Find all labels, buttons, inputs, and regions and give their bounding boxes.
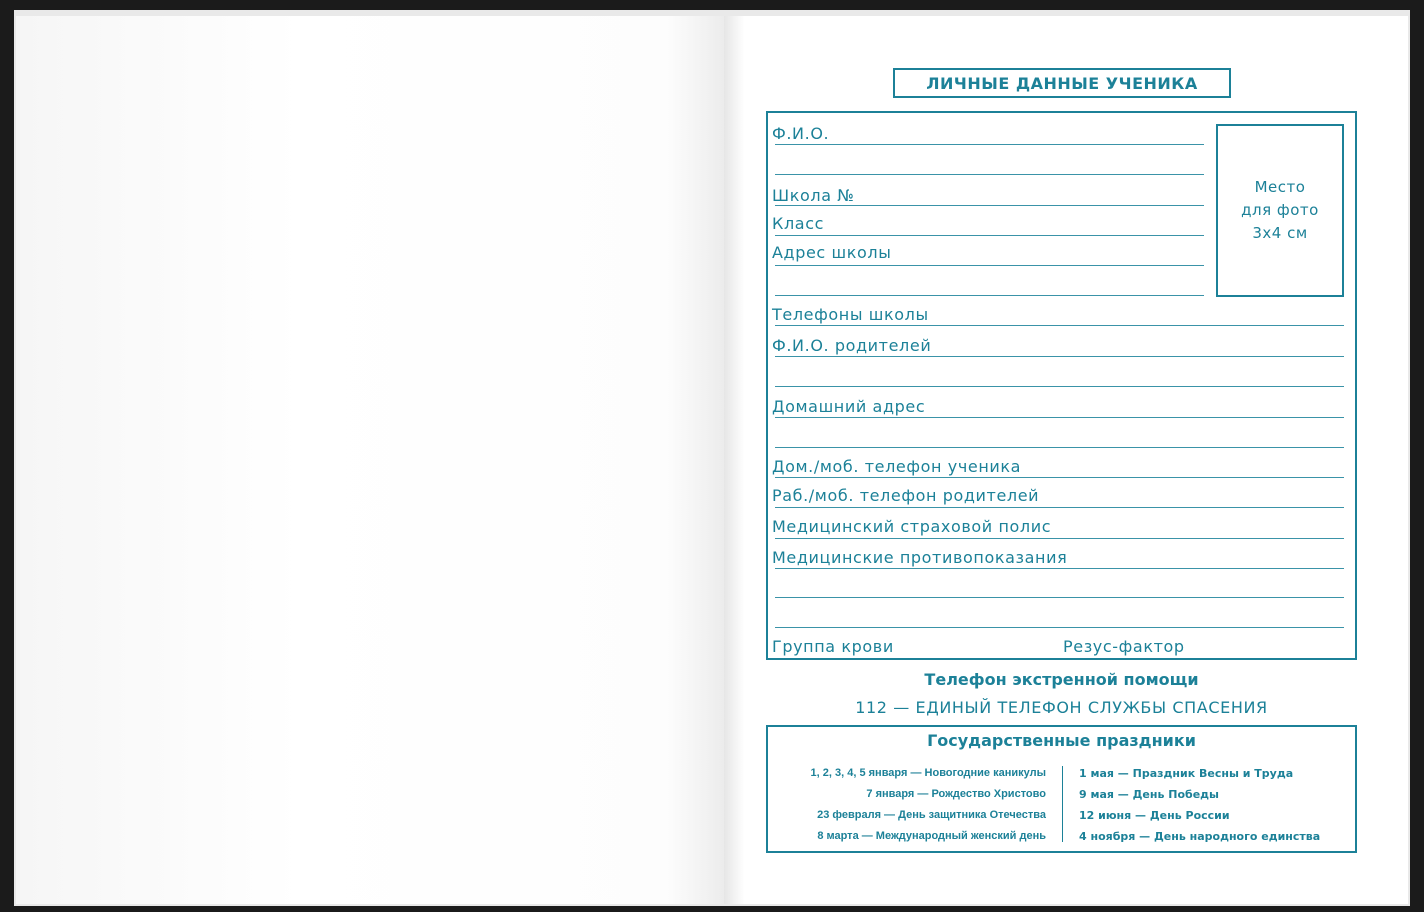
student-phone-line[interactable]	[775, 477, 1344, 478]
holidays-title: Государственные праздники	[927, 731, 1196, 750]
field-label-rh-factor: Резус-фактор	[1063, 637, 1185, 656]
left-page	[16, 16, 724, 904]
holiday-item: 8 марта — Международный женский день	[817, 830, 1046, 842]
photo-label-line2: для фото	[1241, 201, 1319, 219]
holiday-item: 23 февраля — День защитника Отечества	[817, 809, 1046, 821]
insurance-line[interactable]	[775, 538, 1344, 539]
holiday-item: 12 июня — День России	[1079, 809, 1230, 822]
field-label-parents-fio: Ф.И.О. родителей	[772, 336, 932, 355]
contraindications-line-2[interactable]	[775, 597, 1344, 598]
parents-phone-line[interactable]	[775, 507, 1344, 508]
holidays-divider	[1062, 766, 1063, 842]
field-label-insurance: Медицинский страховой полис	[772, 517, 1052, 536]
emergency-subtitle: 112 — ЕДИНЫЙ ТЕЛЕФОН СЛУЖБЫ СПАСЕНИЯ	[855, 698, 1268, 717]
field-label-school-no: Школа №	[772, 186, 855, 205]
holidays-left-column	[770, 763, 1046, 847]
school-address-line-2[interactable]	[775, 295, 1204, 296]
field-label-school-phones: Телефоны школы	[772, 305, 929, 324]
holiday-item: 1, 2, 3, 4, 5 января — Новогодние каникулы	[810, 767, 1046, 779]
school-no-line[interactable]	[775, 205, 1204, 206]
field-label-student-phone: Дом./моб. телефон ученика	[772, 457, 1022, 476]
holiday-item: 1 мая — Праздник Весны и Труда	[1079, 767, 1294, 780]
page-title: ЛИЧНЫЕ ДАННЫЕ УЧЕНИКА	[893, 68, 1231, 98]
field-label-class: Класс	[772, 214, 824, 233]
photo-label-line1: Место	[1254, 178, 1306, 196]
emergency-title: Телефон экстренной помощи	[924, 670, 1199, 689]
parents-fio-line-2[interactable]	[775, 386, 1344, 387]
holidays-right-column	[1079, 763, 1351, 847]
field-label-blood-group: Группа крови	[772, 637, 894, 656]
school-phones-line[interactable]	[775, 325, 1344, 326]
holiday-item: 7 января — Рождество Христово	[866, 788, 1046, 800]
contraindications-line[interactable]	[775, 568, 1344, 569]
field-label-school-address: Адрес школы	[772, 243, 892, 262]
class-line[interactable]	[775, 235, 1204, 236]
fio-line-2[interactable]	[775, 174, 1204, 175]
contraindications-line-3[interactable]	[775, 627, 1344, 628]
field-label-home-address: Домашний адрес	[772, 397, 926, 416]
holiday-item: 9 мая — День Победы	[1079, 788, 1219, 801]
field-label-fio: Ф.И.О.	[772, 124, 830, 143]
photo-placeholder	[1216, 124, 1344, 297]
home-address-line[interactable]	[775, 417, 1344, 418]
field-label-parents-phone: Раб./моб. телефон родителей	[772, 486, 1040, 505]
fio-line[interactable]	[775, 144, 1204, 145]
holiday-item: 4 ноября — День народного единства	[1079, 830, 1321, 843]
school-address-line[interactable]	[775, 265, 1204, 266]
photo-label-line3: 3x4 см	[1252, 224, 1308, 242]
home-address-line-2[interactable]	[775, 447, 1344, 448]
parents-fio-line[interactable]	[775, 356, 1344, 357]
field-label-contraindications: Медицинские противопоказания	[772, 548, 1068, 567]
